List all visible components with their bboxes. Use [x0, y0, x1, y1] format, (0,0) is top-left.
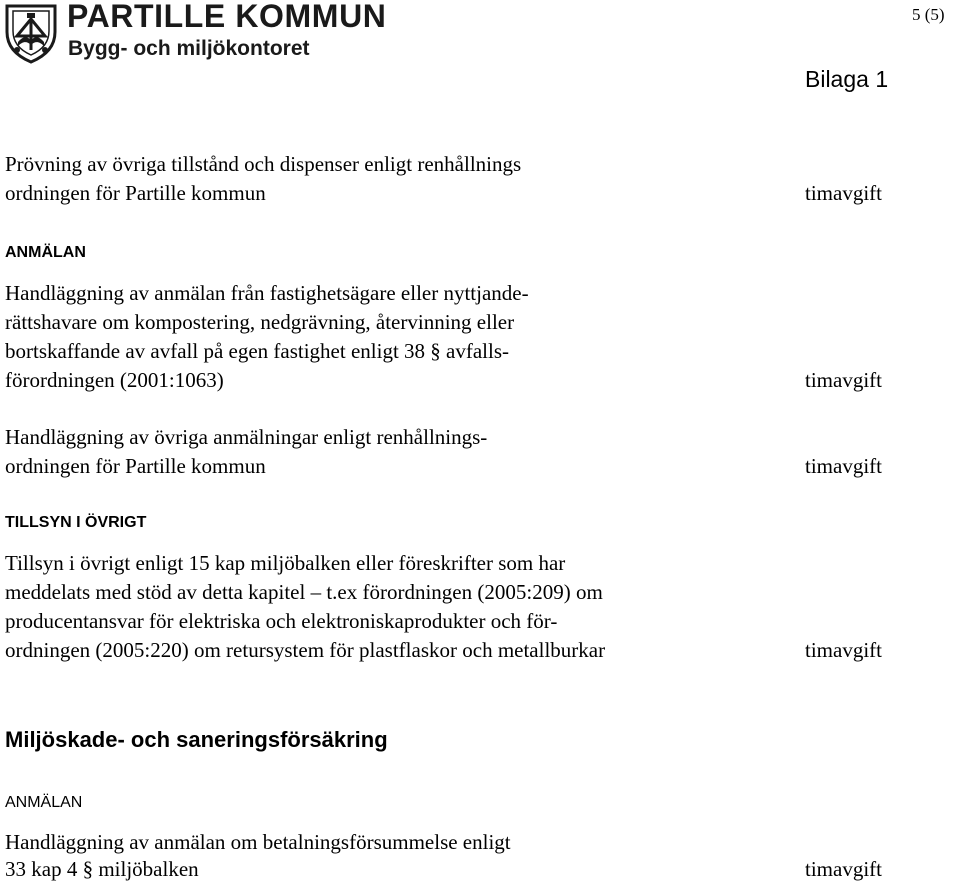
text-line: 33 kap 4 § miljöbalken: [5, 857, 199, 881]
text-line: förordningen (2001:1063): [5, 368, 224, 392]
text-line: Handläggning av övriga anmälningar enligt renhållnings-: [5, 425, 488, 449]
page-number: 5 (5): [912, 5, 945, 24]
text-line: Handläggning av anmälan från fastighetsägare eller nyttjande-: [5, 281, 529, 305]
fee-label: timavgift: [805, 638, 882, 662]
text-line: ordningen för Partille kommun: [5, 454, 266, 478]
text-line: rättshavare om kompostering, nedgrävning, återvinning eller: [5, 310, 515, 334]
text-line: meddelats med stöd av detta kapitel – t.ex förordningen (2005:209) om: [5, 580, 603, 604]
fee-label: timavgift: [805, 454, 882, 478]
annex-label: Bilaga 1: [805, 66, 889, 92]
fee-label: timavgift: [805, 857, 882, 881]
fee-label: timavgift: [805, 181, 882, 205]
section-title: Miljöskade- och saneringsförsäkring: [5, 727, 388, 752]
organization-name: PARTILLE KOMMUN: [67, 0, 387, 34]
text-line: bortskaffande av avfall på egen fastighet enligt 38 § avfalls-: [5, 339, 510, 363]
text-line: producentansvar för elektriska och elektroniskaprodukter och för-: [5, 609, 558, 633]
text-line: Tillsyn i övrigt enligt 15 kap miljöbalken eller föreskrifter som har: [5, 551, 566, 575]
organization-unit: Bygg- och miljökontoret: [68, 37, 310, 60]
text-line: Prövning av övriga tillstånd och dispenser enligt renhållnings: [5, 152, 522, 176]
section-heading: TILLSYN I ÖVRIGT: [5, 514, 147, 531]
fee-label: timavgift: [805, 368, 882, 392]
section-heading: ANMÄLAN: [5, 244, 86, 261]
text-line: ordningen för Partille kommun: [5, 181, 266, 205]
municipality-crest-icon: [3, 2, 59, 64]
text-line: Handläggning av anmälan om betalningsförsummelse enligt: [5, 830, 511, 854]
page-header: [0, 0, 960, 92]
text-line: ordningen (2005:220) om retursystem för plastflaskor och metallburkar: [5, 638, 606, 662]
section-heading: ANMÄLAN: [5, 794, 83, 811]
